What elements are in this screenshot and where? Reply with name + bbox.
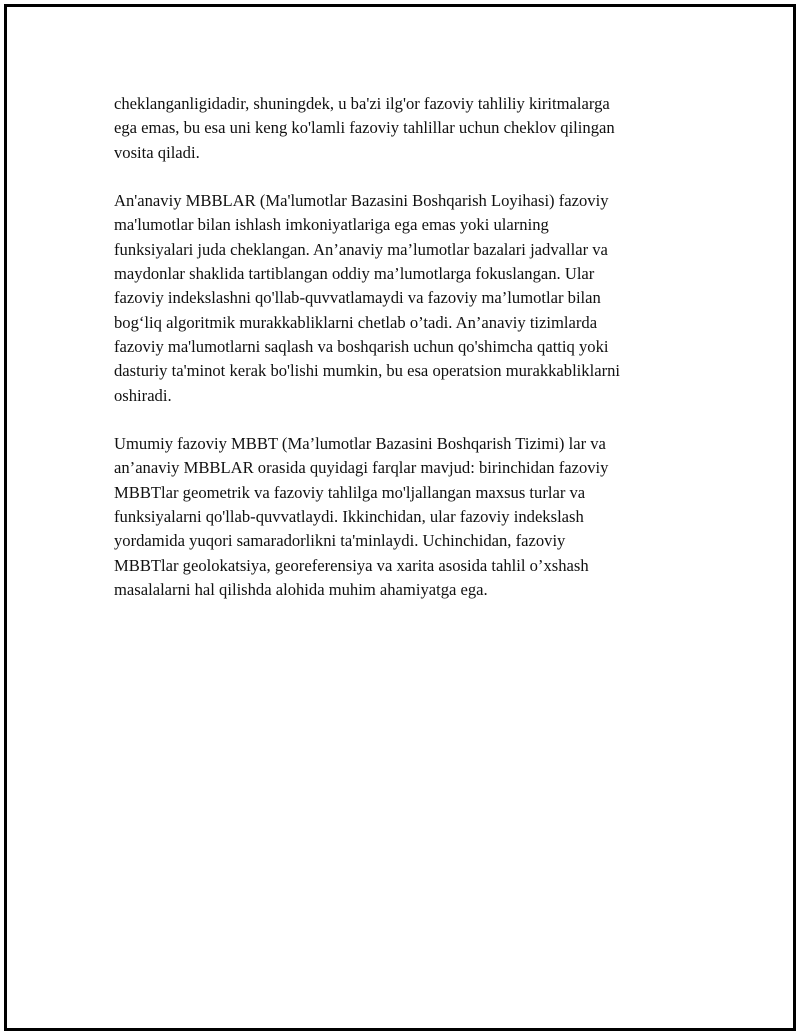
paragraph-3 — [114, 432, 684, 602]
text-line: masalalarni hal qilishda alohida muhim ahamiyatga ega. — [114, 579, 488, 599]
text-line: MBBTlar geolokatsiya, georeferensiya va xarita asosida tahlil o’xshash — [114, 555, 589, 575]
document-body — [114, 92, 684, 627]
text-line: ma'lumotlar bilan ishlash imkoniyatlariga ega emas yoki ularning — [114, 215, 549, 235]
text-line: dasturiy ta'minot kerak bo'lishi mumkin, bu esa operatsion murakkabliklarni — [114, 361, 620, 381]
text-line: An'anaviy MBBLAR (Ma'lumotlar Bazasini Boshqarish Loyihasi) fazoviy — [114, 191, 609, 211]
text-line: cheklanganligidadir, shuningdek, u ba'zi ilg'or fazoviy tahliliy kiritmalarga — [114, 94, 610, 113]
text-line: yordamida yuqori samaradorlikni ta'minlaydi. Uchinchidan, fazoviy — [114, 531, 566, 551]
text-line: fazoviy ma'lumotlarni saqlash va boshqarish uchun qo'shimcha qattiq yoki — [114, 336, 609, 356]
paragraph-2 — [114, 189, 684, 408]
text-line: an’anaviy MBBLAR orasida quyidagi farqlar mavjud: birinchidan fazoviy — [114, 458, 609, 478]
text-line: maydonlar shaklida tartiblangan oddiy ma’lumotlarga fokuslangan. Ular — [114, 264, 595, 284]
text-line: funksiyalarni qo'llab-quvvatlaydi. Ikkinchidan, ular fazoviy indekslash — [114, 507, 584, 527]
text-line: MBBTlar geometrik va fazoviy tahlilga mo'ljallangan maxsus turlar va — [114, 482, 586, 502]
text-line: fazoviy indekslashni qo'llab-quvvatlamaydi va fazoviy ma’lumotlar bilan — [114, 288, 601, 308]
text-line: ega emas, bu esa uni keng ko'lamli fazoviy tahlillar uchun cheklov qilingan — [114, 118, 615, 138]
paragraph-1 — [114, 92, 684, 165]
text-line: Umumiy fazoviy MBBT (Ma’lumotlar Bazasini Boshqarish Tizimi) lar va — [114, 434, 606, 454]
text-line: oshiradi. — [114, 385, 172, 405]
text-line: bog‘liq algoritmik murakkabliklarni chetlab o’tadi. An’anaviy tizimlarda — [114, 312, 598, 332]
text-line: vosita qiladi. — [114, 142, 200, 162]
text-line: funksiyalari juda cheklangan. An’anaviy ma’lumotlar bazalari jadvallar va — [114, 239, 608, 259]
